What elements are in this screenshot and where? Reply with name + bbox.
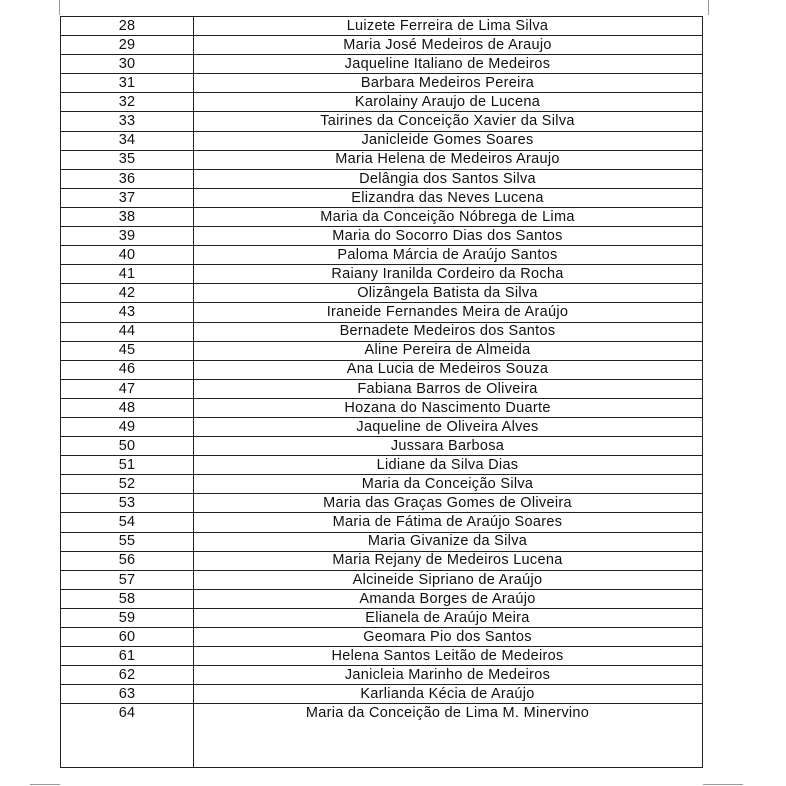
row-name: Maria José Medeiros de Araujo: [343, 36, 552, 53]
table-row: [61, 131, 702, 150]
row-number: 41: [118, 266, 136, 283]
row-name: Elianela de Araújo Meira: [365, 609, 530, 626]
table-row: [61, 455, 702, 474]
row-number: 54: [118, 514, 136, 531]
row-name: Delângia dos Santos Silva: [359, 170, 536, 187]
table-row: [61, 92, 702, 111]
table-row: [61, 16, 702, 35]
table-row: [61, 493, 702, 512]
table-row: [61, 341, 702, 360]
table-row: [61, 264, 702, 283]
row-name: Maria da Conceição Nóbrega de Lima: [320, 208, 575, 225]
row-number: 45: [118, 342, 136, 359]
row-number: 62: [118, 666, 136, 683]
table-row: [61, 360, 702, 379]
table-row: [61, 532, 702, 551]
table-row: [61, 627, 702, 646]
crop-mark-top-right: [708, 0, 709, 15]
row-number: 59: [118, 609, 136, 626]
table-row: [61, 54, 702, 73]
row-name: Ana Lucia de Medeiros Souza: [346, 361, 549, 378]
row-number: 32: [118, 94, 136, 111]
table-row: [61, 703, 702, 722]
row-name: Amanda Borges de Araújo: [359, 590, 536, 607]
row-number: 56: [118, 552, 136, 569]
row-number: 43: [118, 304, 136, 321]
table-row: [61, 245, 702, 264]
table-row: [61, 417, 702, 436]
row-name: Jussara Barbosa: [390, 437, 505, 454]
row-number: 51: [118, 456, 136, 473]
row-name: Elizandra das Neves Lucena: [351, 189, 544, 206]
row-number: 57: [118, 571, 136, 588]
row-name: Raiany Iranilda Cordeiro da Rocha: [331, 266, 564, 283]
table-row: [61, 474, 702, 493]
table-body: [61, 16, 702, 722]
table-row: [61, 379, 702, 398]
row-number: 61: [118, 647, 136, 664]
row-name: Maria de Fátima de Araújo Soares: [332, 514, 563, 531]
row-name: Aline Pereira de Almeida: [364, 342, 531, 359]
crop-mark-bottom-right: [703, 784, 743, 785]
table-row: [61, 551, 702, 570]
table-row: [61, 169, 702, 188]
row-number: 34: [118, 132, 136, 149]
row-number: 48: [118, 399, 136, 416]
row-number: 60: [118, 628, 136, 645]
row-number: 49: [118, 418, 136, 435]
table-row: [61, 589, 702, 608]
crop-mark-bottom-left: [30, 784, 60, 785]
row-number: 31: [118, 75, 136, 92]
row-number: 53: [118, 495, 136, 512]
table-row: [61, 226, 702, 245]
row-number: 35: [118, 151, 136, 168]
row-number: 63: [118, 686, 136, 703]
row-number: 37: [118, 189, 136, 206]
table-row: [61, 646, 702, 665]
row-name: Bernadete Medeiros dos Santos: [339, 323, 556, 340]
table-row: [61, 188, 702, 207]
table-row: [61, 35, 702, 54]
crop-mark-top-left: [59, 0, 60, 15]
table-row: [61, 684, 702, 703]
names-table: [60, 16, 703, 768]
row-name: Karlianda Kécia de Araújo: [360, 686, 535, 703]
row-name: Maria da Conceição de Lima M. Minervino: [305, 705, 590, 722]
table-row: [61, 207, 702, 226]
row-number: 33: [118, 113, 136, 130]
row-name: Janicleia Marinho de Medeiros: [344, 666, 551, 683]
table-row: [61, 73, 702, 92]
row-number: 55: [118, 533, 136, 550]
row-name: Hozana do Nascimento Duarte: [344, 399, 551, 416]
row-number: 38: [118, 208, 136, 225]
row-number: 58: [118, 590, 136, 607]
row-number: 50: [118, 437, 136, 454]
row-name: Karolainy Araujo de Lucena: [354, 94, 541, 111]
row-number: 42: [118, 285, 136, 302]
row-name: Maria Helena de Medeiros Araujo: [335, 151, 560, 168]
row-name: Maria da Conceição Silva: [361, 476, 534, 493]
table-row: [61, 111, 702, 130]
row-name: Jaqueline Italiano de Medeiros: [344, 55, 551, 72]
row-name: Helena Santos Leitão de Medeiros: [331, 647, 564, 664]
row-name: Maria Givanize da Silva: [367, 533, 528, 550]
table-row: [61, 608, 702, 627]
table-row: [61, 283, 702, 302]
table-row: [61, 302, 702, 321]
table-row: [61, 150, 702, 169]
row-name: Alcineide Sipriano de Araújo: [352, 571, 543, 588]
row-number: 40: [118, 246, 136, 263]
row-number: 64: [118, 705, 136, 722]
table-row: [61, 512, 702, 531]
table-row: [61, 322, 702, 341]
row-number: 30: [118, 55, 136, 72]
row-name: Jaqueline de Oliveira Alves: [356, 418, 539, 435]
table-row: [61, 665, 702, 684]
row-name: Olizângela Batista da Silva: [357, 285, 538, 302]
row-name: Barbara Medeiros Pereira: [360, 75, 535, 92]
row-name: Maria das Graças Gomes de Oliveira: [323, 495, 572, 512]
row-number: 46: [118, 361, 136, 378]
row-name: Geomara Pio dos Santos: [363, 628, 532, 645]
row-name: Maria Rejany de Medeiros Lucena: [332, 552, 563, 569]
table-row: [61, 570, 702, 589]
row-name: Maria do Socorro Dias dos Santos: [332, 227, 563, 244]
row-number: 36: [118, 170, 136, 187]
row-name: Lidiane da Silva Dias: [376, 456, 519, 473]
row-number: 52: [118, 476, 136, 493]
row-number: 29: [118, 36, 136, 53]
row-name: Iraneide Fernandes Meira de Araújo: [326, 304, 569, 321]
row-number: 39: [118, 227, 136, 244]
table-row: [61, 398, 702, 417]
row-name: Fabiana Barros de Oliveira: [357, 380, 538, 397]
row-name: Luizete Ferreira de Lima Silva: [346, 17, 549, 34]
row-number: 47: [118, 380, 136, 397]
row-name: Janicleide Gomes Soares: [361, 132, 534, 149]
row-number: 44: [118, 323, 136, 340]
row-number: 28: [118, 17, 136, 34]
table-row: [61, 436, 702, 455]
row-name: Paloma Márcia de Araújo Santos: [337, 246, 558, 263]
row-name: Tairines da Conceição Xavier da Silva: [320, 113, 575, 130]
